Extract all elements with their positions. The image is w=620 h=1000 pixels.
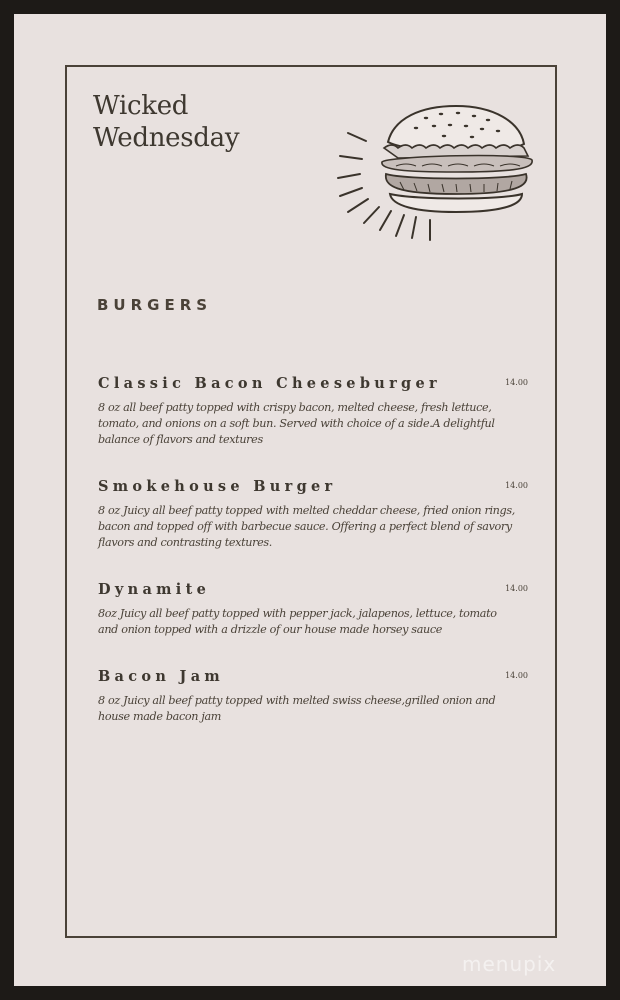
menu-title xyxy=(93,90,239,154)
menu-item-description: 8 oz Juicy all beef patty topped with melted swiss cheese,grilled onion and house made bacon jam xyxy=(98,694,496,723)
menu-title-line1: Wicked xyxy=(93,91,189,121)
watermark-logo: menupix xyxy=(462,952,557,976)
menu-item-name: Dynamite xyxy=(98,581,211,598)
menu-item-name: Classic Bacon Cheeseburger xyxy=(98,375,441,392)
menu-item-name: Smokehouse Burger xyxy=(98,478,337,495)
menu-item-description: 8 oz all beef patty topped with crispy bacon, melted cheese, fresh lettuce, tomato, and onions on a soft bun. Served with choice of a side.A delightful balance of flavors and textures xyxy=(98,401,495,446)
menu-item-price: 14.00 xyxy=(505,671,528,680)
menu-item-price: 14.00 xyxy=(505,378,528,387)
menu-title-line2: Wednesday xyxy=(93,123,240,153)
menu-item-price: 14.00 xyxy=(505,584,528,593)
burger-illustration-icon xyxy=(326,90,541,250)
section-title-burgers: BURGERS xyxy=(97,296,213,314)
menu-page xyxy=(14,14,606,986)
menu-item-description: 8oz Juicy all beef patty topped with pepper jack, jalapenos, lettuce, tomato and onion topped with a drizzle of our house made horsey sauce xyxy=(98,607,497,636)
menu-item-price: 14.00 xyxy=(505,481,528,490)
menu-item-description: 8 oz Juicy all beef patty topped with melted cheddar cheese, fried onion rings, bacon and topped off with barbecue sauce. Offering a perfect blend of savory flavors and contrasting textures. xyxy=(98,504,515,549)
menu-item-name: Bacon Jam xyxy=(98,668,225,685)
